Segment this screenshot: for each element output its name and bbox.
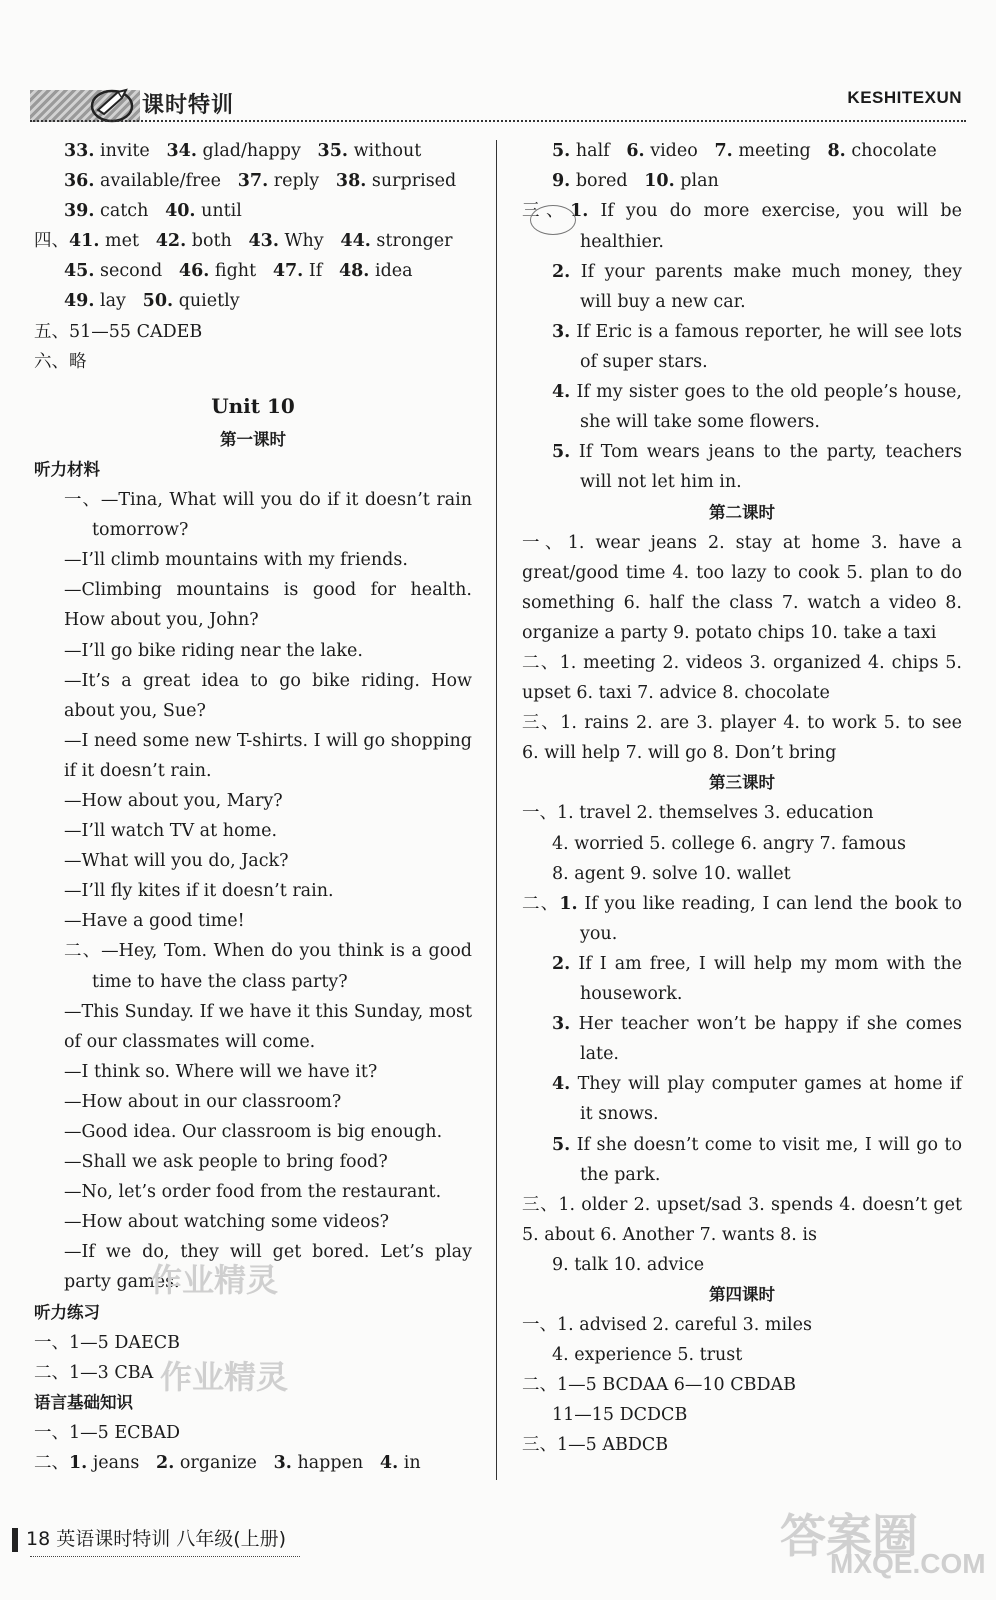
sentence-item [522,1009,962,1069]
answer-row: 一、1—5 ECBAD [34,1422,181,1443]
footer-marker [12,1528,18,1552]
answer-text: quietly [178,291,240,312]
item-number: 9. [552,171,571,192]
section-heading: 听力练习 [34,1302,100,1322]
header-rule [30,120,966,122]
transcript-line: —Have a good time! [64,911,245,932]
item-number: 36. [64,171,95,192]
section-heading: 语言基础知识 [34,1392,133,1412]
column-divider [496,140,497,1480]
transcript-line: —I need some new T-shirts. I will go shopping if it doesn’t rain. [64,730,472,781]
answer-row [34,256,472,286]
item-number: 48. [338,261,370,282]
footer-rule [30,1556,300,1557]
answer-row [522,136,962,166]
answer-text: in [403,1453,421,1474]
page-number: 18 [26,1528,51,1550]
right-column [522,136,962,1461]
section-heading: 听力材料 [34,459,100,479]
sentence-text: If Eric is a famous reporter, he will see lots of super stars. [576,321,962,373]
item-number: 50. [142,291,174,312]
answer-row: 11—15 DCDCB [552,1405,688,1426]
sentence-item [522,377,962,437]
answer-block: 一、1. wear jeans 2. stay at home 3. have a great/good time 4. too lazy to cook 5. plan to do something 6. half the class 7. watch a video 8. organize a party 9. potato chips 10. take a taxi [522,532,962,643]
sentence-text: If Tom wears jeans to the party, teachers will not let him in. [578,442,962,493]
answer-text: without [353,141,422,161]
transcript-line: —Shall we ask people to bring food? [64,1152,388,1173]
answer-text: half [575,141,610,161]
answer-text: organize [179,1453,257,1474]
transcript-line: —I’ll go bike riding near the lake. [64,640,363,661]
item-number: 2. [156,1453,175,1474]
item-number: 40. [165,201,196,222]
answer-text: catch [100,201,149,222]
answer-row: 三、1—5 ABDCB [522,1435,669,1456]
answer-text: If [308,261,323,282]
watermark-url: MXQE.COM [830,1548,986,1579]
answer-row [34,166,472,196]
answer-text: lay [100,291,126,312]
answer-text: second [100,261,163,282]
transcript-line: —I’ll watch TV at home. [64,821,278,842]
answer-text: invite [100,141,150,161]
sentence-item [522,1069,962,1129]
item-number: 46. [178,261,210,282]
answer-row: 二、1—3 CBA [34,1362,154,1383]
stamp-icon [530,205,576,235]
answer-text: met [105,231,140,252]
answer-text: glad/happy [202,141,301,161]
lesson-heading: 第一课时 [220,429,286,449]
answer-row: 二、1—5 BCDAA 6—10 CBDAB [522,1375,797,1396]
transcript-line: —I’ll climb mountains with my friends. [64,550,408,571]
item-number: 5. [552,141,571,161]
book-title: 英语课时特训 八年级(上册) [56,1528,287,1550]
answer-text: until [201,201,242,222]
section-marker: 二、 [34,1453,69,1474]
item-number: 47. [272,261,304,282]
answer-row [34,1448,472,1478]
answer-row [522,166,962,196]
sentence-text: If your parents make much money, they will buy a new car. [580,261,962,312]
sentence-text: They will play computer games at home if it snows. [577,1074,962,1125]
answer-text: surprised [371,171,457,192]
answer-row: 一、1. travel 2. themselves 3. education [522,803,874,824]
watermark-text: 作业精灵 [160,1358,289,1396]
item-number: 3. [552,321,571,342]
lesson-heading: 第二课时 [709,502,775,522]
sentence-text: If she doesn’t come to visit me, I will go to the park. [576,1134,962,1185]
answer-text: chocolate [851,141,937,161]
answer-text: video [650,141,698,161]
lesson-heading: 第四课时 [709,1284,775,1304]
sentence-item [522,889,962,949]
item-number: 3. [552,1014,571,1035]
page-footer [26,1524,286,1551]
item-number: 45. [64,261,95,282]
pen-hand-logo-icon [88,80,140,124]
sentence-item [522,437,962,497]
transcript-line: —How about in our classroom? [64,1091,342,1112]
item-number: 1. [559,893,578,914]
answer-row [34,286,472,316]
transcript-line: —It’s a great idea to go bike riding. How about you, Sue? [64,670,472,721]
sentence-text: If you like reading, I can lend the book to you. [580,893,963,944]
transcript-line: —If we do, they will get bored. Let’s play party games. [64,1242,472,1293]
sentence-text: If you do more exercise, you will be healthier. [580,201,962,252]
sentence-text: Her teacher won’t be happy if she comes late. [578,1014,962,1065]
item-number: 38. [335,171,367,192]
item-number: 5. [552,1134,571,1155]
item-number: 8. [827,141,846,161]
page-header [0,0,996,130]
item-number: 4. [379,1453,399,1474]
unit-title: Unit 10 [211,393,295,418]
watermark-logo: 答案圈 [780,1509,918,1563]
item-number: 7. [714,141,733,161]
item-number: 4. [552,1074,571,1095]
item-number: 37. [237,171,269,192]
answer-text: happen [297,1453,364,1474]
answer-row [34,136,472,166]
item-number: 39. [64,201,95,222]
sentence-item [522,317,962,377]
item-number: 34. [166,141,197,161]
transcript-line: —This Sunday. If we have it this Sunday, most of our classmates will come. [64,1001,472,1052]
answer-row: 4. experience 5. trust [552,1345,743,1366]
header-right-text: KESHITEXUN [847,88,962,107]
transcript-line: 二、—Hey, Tom. When do you think is a good time to have the class party? [64,941,472,992]
item-number: 5. [552,442,571,463]
answer-text: stronger [376,231,453,252]
answer-block: 三、1. older 2. upset/sad 3. spends 4. doesn’t get 5. about 6. Another 7. wants 8. is [522,1194,962,1245]
answer-text: jeans [92,1453,140,1474]
item-number: 41. [69,231,100,252]
transcript-line: 一、—Tina, What will you do if it doesn’t rain tomorrow? [64,490,472,541]
answer-block: 三、1. rains 2. are 3. player 4. to work 5. to see 6. will help 7. will go 8. Don’t bring [522,713,962,764]
answer-row: 4. worried 5. college 6. angry 7. famous [552,833,907,854]
transcript-line: —No, let’s order food from the restaurant. [64,1182,442,1203]
transcript-line: —I’ll fly kites if it doesn’t rain. [64,881,334,902]
sentence-item [522,1130,962,1190]
answer-text: fight [214,261,257,282]
sentence-item [522,257,962,317]
section-marker: 四、 [34,231,69,252]
answer-row [34,196,472,226]
item-number: 10. [644,171,675,192]
item-number: 33. [64,141,95,161]
header-title: 课时特训 [142,93,235,118]
answer-row: 8. agent 9. solve 10. wallet [552,863,791,884]
item-number: 3. [273,1453,292,1474]
answer-row: 一、1—5 DAECB [34,1332,181,1353]
answer-text: both [191,231,232,252]
transcript-line: —Good idea. Our classroom is big enough. [64,1122,443,1142]
answer-row: 六、略 [34,351,87,372]
item-number: 1. [69,1453,88,1474]
item-number: 35. [317,141,348,161]
lesson-heading: 第三课时 [709,773,775,793]
item-number: 43. [248,231,279,252]
item-number: 42. [155,231,187,252]
answer-text: bored [575,171,628,192]
item-number: 1. [570,201,589,222]
answer-row: 9. talk 10. advice [552,1254,705,1275]
sentence-text: If my sister goes to the old people’s house, she will take some flowers. [576,382,962,433]
answer-text: idea [374,261,413,282]
transcript-line: —What will you do, Jack? [64,851,289,872]
answer-text: meeting [738,141,811,161]
transcript-line: —I think so. Where will we have it? [64,1061,378,1082]
transcript-line: —How about you, Mary? [64,790,283,811]
item-number: 49. [64,291,95,312]
answer-text: plan [680,171,719,192]
answer-row: 五、51—55 CADEB [34,321,203,342]
answer-row: 一、1. advised 2. careful 3. miles [522,1315,812,1336]
answer-row [34,226,472,256]
item-number: 4. [552,382,571,403]
answer-text: reply [273,171,320,192]
transcript-line: —Climbing mountains is good for health. How about you, John? [64,580,472,631]
section-marker: 二、 [522,893,560,914]
answer-block: 二、1. meeting 2. videos 3. organized 4. chips 5. upset 6. taxi 7. advice 8. chocolate [522,653,962,704]
item-number: 44. [340,231,371,252]
sentence-text: If I am free, I will help my mom with the housework. [578,953,962,1005]
section-marker: 三、 [522,201,571,222]
watermark-text: 作业精灵 [150,1261,279,1299]
sentence-item [522,949,962,1009]
item-number: 6. [626,141,645,161]
item-number: 2. [552,261,571,282]
sentence-item [522,196,962,257]
transcript-line: —How about watching some videos? [64,1212,389,1233]
answer-text: available/free [100,171,222,192]
item-number: 2. [552,953,571,974]
answer-text: Why [284,231,324,252]
